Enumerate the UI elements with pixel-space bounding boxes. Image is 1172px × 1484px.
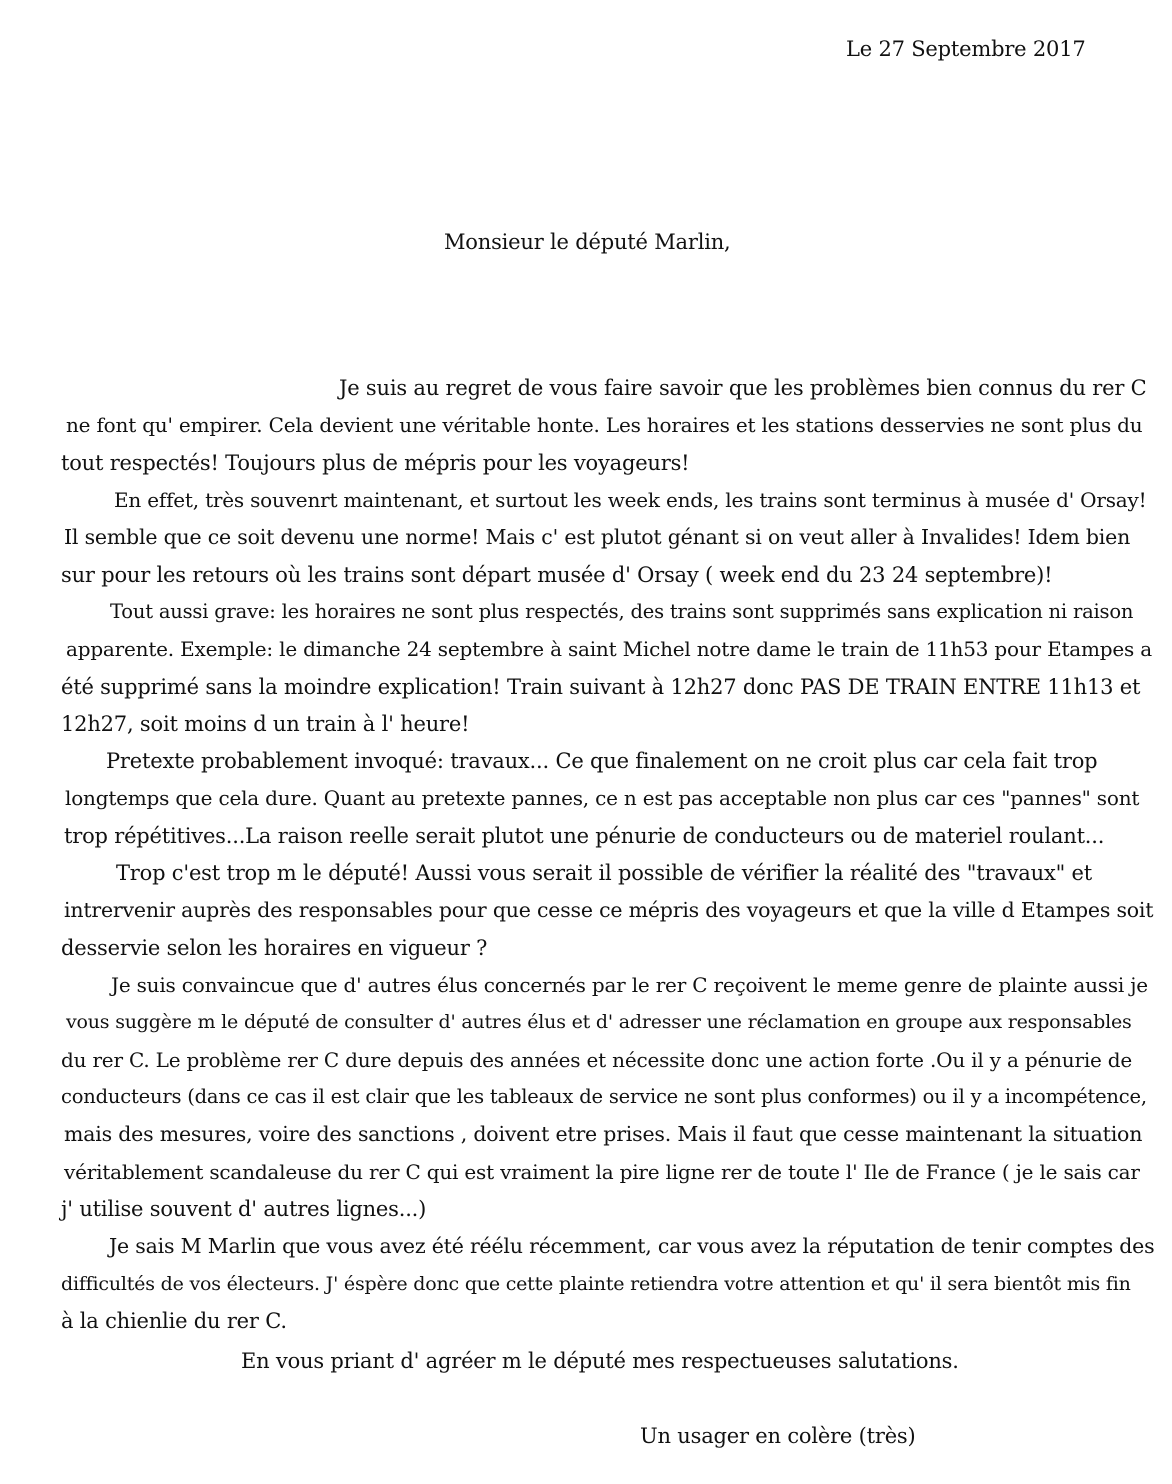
letter-closing: En vous priant d' agréer m le député mes respectueuses salutations.	[241, 1349, 959, 1373]
letter-line: vous suggère m le député de consulter d' autres élus et d' adresser une réclamation en groupe aux responsables	[66, 1011, 1132, 1033]
letter-line: tout respectés! Toujours plus de mépris pour les voyageurs!	[61, 451, 690, 475]
letter-line: Trop c'est trop m le député! Aussi vous serait il possible de vérifier la réalité des "travaux" et	[116, 861, 1092, 885]
letter-line: véritablement scandaleuse du rer C qui est vraiment la pire ligne rer de toute l' Ile de France ( je le sais car	[64, 1160, 1140, 1184]
letter-line: Je suis convaincue que d' autres élus concernés par le rer C reçoivent le meme genre de plainte aussi je	[111, 973, 1148, 997]
letter-line: En effet, très souvenrt maintenant, et surtout les week ends, les trains sont terminus à musée d' Orsay!	[114, 488, 1147, 512]
letter-date: Le 27 Septembre 2017	[846, 37, 1086, 61]
letter-line: conducteurs (dans ce cas il est clair que les tableaux de service ne sont plus conformes) ou il y a incompétence,	[61, 1085, 1147, 1108]
letter-line: été supprimé sans la moindre explication! Train suivant à 12h27 donc PAS DE TRAIN ENTRE 11h13 et	[61, 675, 1141, 699]
letter-line: apparente. Exemple: le dimanche 24 septembre à saint Michel notre dame le train de 11h53 pour Etampes a	[66, 637, 1152, 661]
letter-line: à la chienlie du rer C.	[61, 1309, 287, 1333]
letter-line: difficultés de vos électeurs. J' éspère donc que cette plainte retiendra votre attention et qu' il sera bientôt mis fin	[61, 1273, 1131, 1295]
letter-line: j' utilise souvent d' autres lignes...)	[61, 1197, 427, 1221]
letter-line: Je suis au regret de vous faire savoir que les problèmes bien connus du rer C	[339, 376, 1147, 400]
letter-line: longtemps que cela dure. Quant au pretexte pannes, ce n est pas acceptable non plus car ces "pannes" sont	[65, 786, 1140, 810]
letter-line: mais des mesures, voire des sanctions , doivent etre prises. Mais il faut que cesse maintenant la situation	[64, 1122, 1143, 1146]
letter-line: ne font qu' empirer. Cela devient une véritable honte. Les horaires et les stations desservies ne sont plus du	[66, 413, 1143, 437]
letter-salutation: Monsieur le député Marlin,	[444, 230, 731, 254]
letter-line: Tout aussi grave: les horaires ne sont plus respectés, des trains sont supprimés sans explication ni raison	[110, 600, 1134, 623]
letter-line: trop répétitives...La raison reelle serait plutot une pénurie de conducteurs ou de materiel roulant...	[64, 824, 1105, 848]
letter-line: Pretexte probablement invoqué: travaux... Ce que finalement on ne croit plus car cela fait trop	[106, 749, 1098, 773]
letter-line: sur pour les retours où les trains sont départ musée d' Orsay ( week end du 23 24 septembre)!	[61, 563, 1053, 587]
letter-line: desservie selon les horaires en vigueur ?	[61, 936, 488, 960]
letter-line: intrervenir auprès des responsables pour que cesse ce mépris des voyageurs et que la ville d Etampes soit	[64, 898, 1154, 922]
letter-line: 12h27, soit moins d un train à l' heure!	[61, 712, 470, 736]
letter-line: du rer C. Le problème rer C dure depuis des années et nécessite donc une action forte .Ou il y a pénurie de	[61, 1048, 1133, 1072]
letter-signature: Un usager en colère (très)	[640, 1424, 916, 1448]
letter-line: Il semble que ce soit devenu une norme! Mais c' est plutot génant si on veut aller à Invalides! Idem bien	[64, 525, 1131, 549]
letter-line: Je sais M Marlin que vous avez été réélu récemment, car vous avez la réputation de tenir comptes des	[109, 1234, 1155, 1258]
